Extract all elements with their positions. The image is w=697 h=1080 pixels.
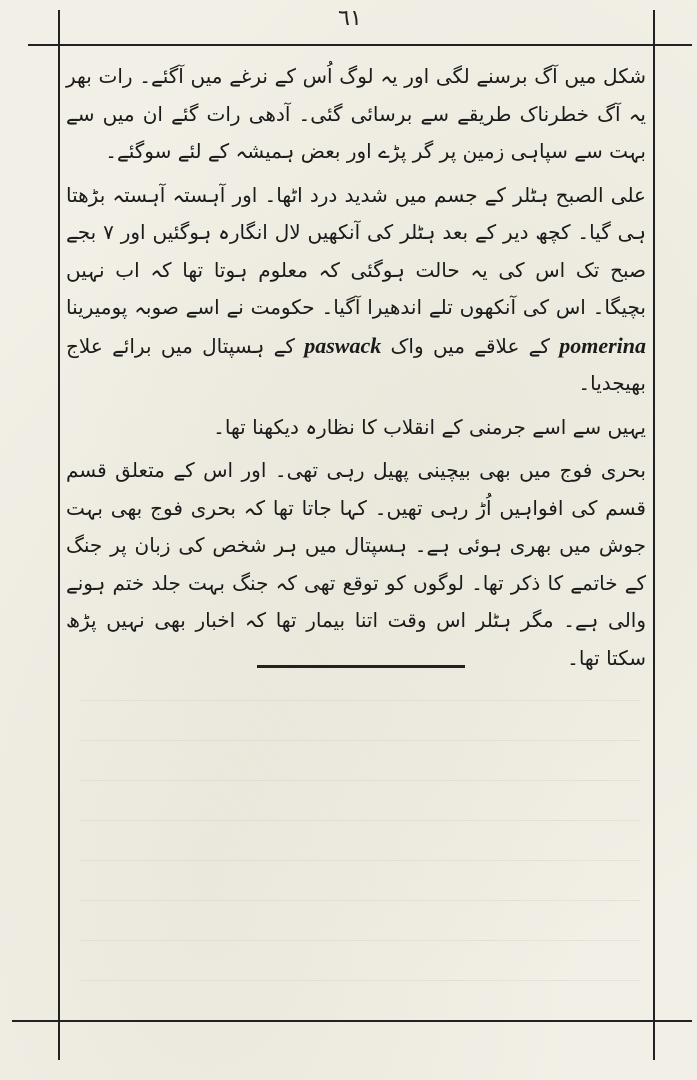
paragraph: بحری فوج میں بھی بیچینی پھیل رہی تھی۔ اور اس کے متعلق قسم قسم کی افواہیں اُڑ رہی تھیں۔ کہا جاتا تھا کہ بحری فوج بھی بہت جوش میں بھری ہوئی ہے۔ ہسپتال میں ہر شخص کی زبان پر جنگ کے خاتمے کا ذکر تھا۔ لوگوں کو توقع تھی کہ جنگ بہت جلد ختم ہونے والی ہے۔ مگر ہٹلر اس وقت اتنا بیمار تھا کہ اخبار بھی نہیں پڑھ سکتا تھا۔ — [66, 458, 646, 670]
bottom-rule — [12, 1020, 692, 1022]
right-margin-rule — [653, 10, 655, 1060]
paragraph — [66, 177, 646, 403]
bleed-through-line — [80, 860, 640, 861]
bleed-through-line — [80, 820, 640, 821]
page-number: ٦١ — [338, 6, 362, 31]
page-body — [66, 58, 646, 677]
bleed-through-line — [80, 900, 640, 901]
top-rule — [28, 44, 692, 46]
paragraph: یہیں سے اسے جرمنی کے انقلاب کا نظارہ دیکھنا تھا۔ — [213, 414, 646, 439]
bleed-through-line — [80, 700, 640, 701]
paragraph: شکل میں آگ برسنے لگی اور یہ لوگ اُس کے نرغے میں آگئے۔ رات بھر یہ آگ خطرناک طریقے سے برسائی گئی۔ آدھی رات گئے ان میں سے بہت سے سپاہی زمین پر گر پڑے اور بعض ہمیشہ کے لئے سوگئے۔ — [66, 64, 646, 163]
paragraph-text: کے ہسپتال میں برائے علاج بھیجدیا۔ — [66, 333, 646, 395]
bleed-through-line — [80, 740, 640, 741]
paragraph-text: علی الصبح ہٹلر کے جسم میں شدید درد اٹھا۔ اور آہستہ آہستہ بڑھتا ہی گیا۔ کچھ دیر کے بعد ہٹلر کی آنکھیں لال انگارہ ہوگئیں اور ۷ بجے صبح تک اس کی یہ حالت ہوگئی کہ معلوم ہوتا تھا کہ اب نہیں بچیگا۔ اس کی آنکھوں تلے اندھیرا آگیا۔ حکومت نے اسے صوبہ پومیرینا — [66, 182, 647, 319]
bleed-through-line — [80, 780, 640, 781]
bleed-through-line — [80, 980, 640, 981]
paragraph-text: کے علاقے میں واک — [390, 333, 550, 358]
section-end-rule — [257, 665, 465, 668]
left-margin-rule — [58, 10, 60, 1060]
bleed-through-line — [80, 940, 640, 941]
latin-term-place: paswack — [304, 332, 382, 358]
latin-term-province: pomerina — [559, 332, 647, 358]
